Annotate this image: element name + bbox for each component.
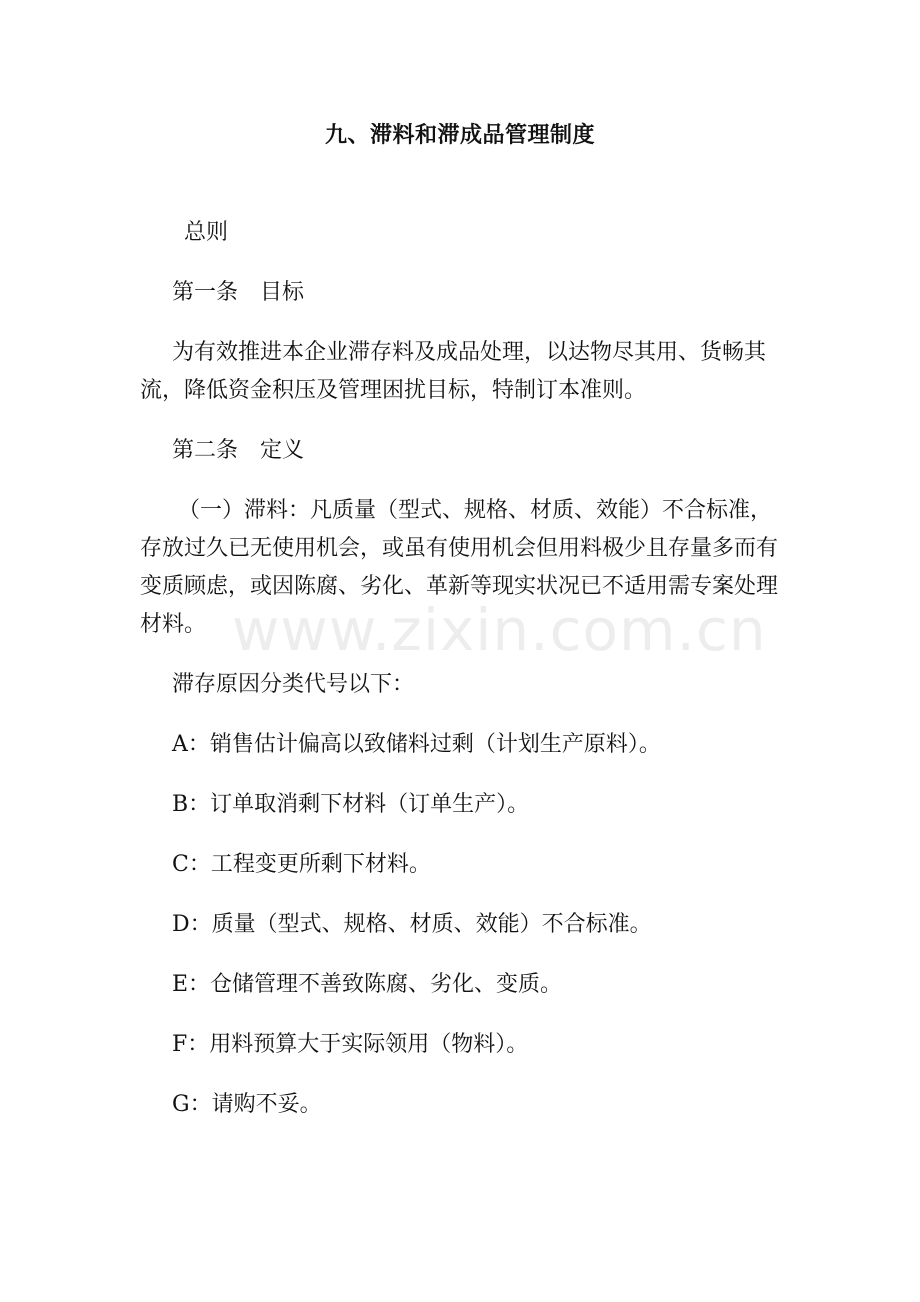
article-1-text: 为有效推进本企业滞存料及成品处理，以达物尽其用、货畅其流，降低资金积压及管理困扰目标，特制订本准则。 xyxy=(140,340,767,403)
cause-code-d: D：质量（型式、规格、材质、效能）不合标准。 xyxy=(172,912,652,937)
watermark: www.zixin.com.cn xyxy=(232,596,767,664)
cause-code-e: E：仓储管理不善致陈腐、劣化、变质。 xyxy=(172,972,563,997)
cause-code-b: B：订单取消剩下材料（订单生产）。 xyxy=(172,792,530,817)
cause-code-g: G：请购不妥。 xyxy=(172,1092,322,1117)
document-title: 九、滞料和滞成品管理制度 xyxy=(324,123,595,148)
article-1-heading: 第一条 目标 xyxy=(172,280,305,305)
cause-code-c: C：工程变更所剩下材料。 xyxy=(172,852,431,877)
document-body xyxy=(140,214,780,1146)
section-heading-general: 总则 xyxy=(184,220,229,245)
cause-code-a: A：销售估计偏高以致储料过剩（计划生产原料）。 xyxy=(172,732,661,757)
article-2-heading: 第二条 定义 xyxy=(172,438,305,463)
cause-codes-intro: 滞存原因分类代号以下： xyxy=(172,672,415,697)
definition-stagnant-material: （一）滞料：凡质量（型式、规格、材质、效能）不合标准，存放过久已无使用机会，或虽有使用机会但用料极少且存量多而有变质顾虑，或因陈腐、劣化、革新等现实状况已不适用需专案处理材料。 xyxy=(140,498,779,637)
cause-code-f: F：用料预算大于实际领用（物料）。 xyxy=(172,1032,529,1057)
